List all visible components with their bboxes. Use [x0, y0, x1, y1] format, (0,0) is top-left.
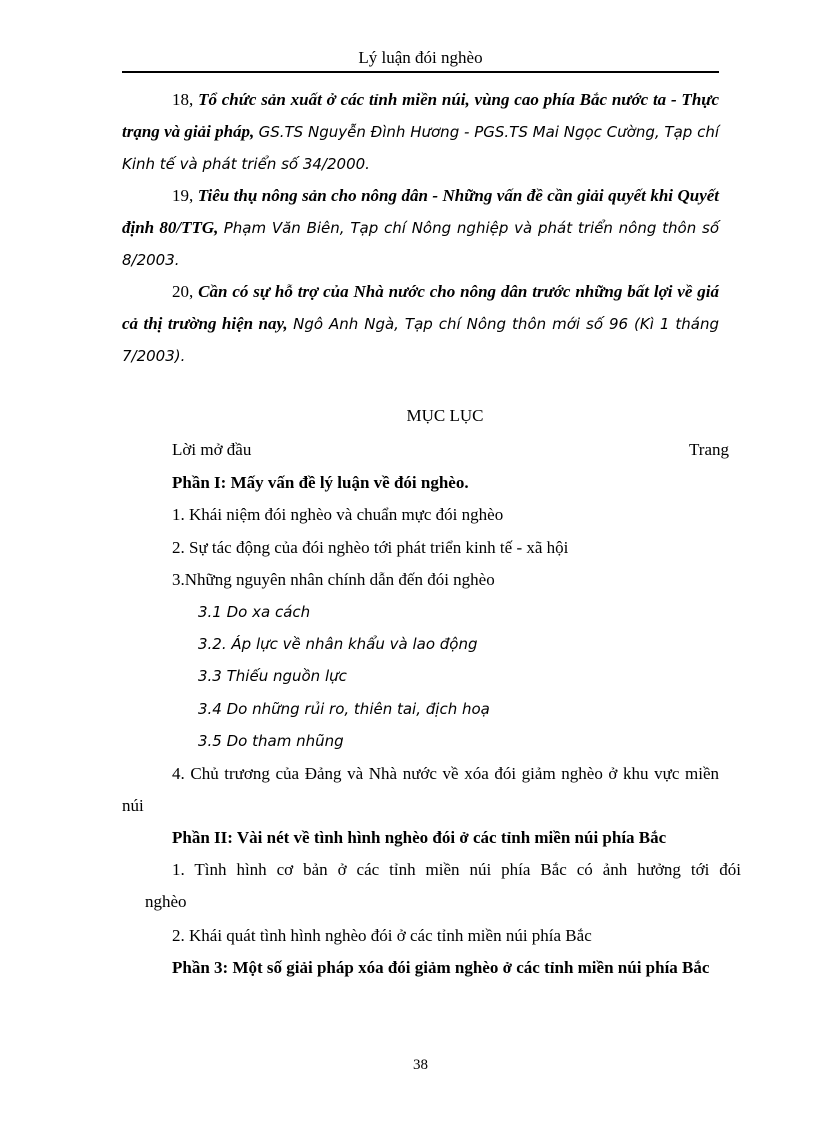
toc-part-2: Phần II: Vài nét về tình hình nghèo đói ở các tỉnh miền núi phía Bắc [172, 828, 667, 847]
toc-page-label: Trang [689, 440, 729, 459]
reference-number: 18, [172, 90, 194, 109]
reference-list [122, 84, 719, 372]
toc-sub-item: 3.1 Do xa cách [198, 603, 311, 621]
toc-item: 2. Khái quát tình hình nghèo đói ở các tỉnh miền núi phía Bắc [172, 926, 592, 945]
toc-item: 2. Sự tác động của đói nghèo tới phát triển kinh tế - xã hội [172, 538, 569, 557]
reference-title: Cần có sự hỗ trợ của Nhà nước cho nông dân trước những bất lợi về giá cả thị trường hiện nay, [122, 282, 720, 333]
toc-sub-item: 3.5 Do tham nhũng [198, 732, 344, 750]
toc-part-1: Phần I: Mấy vấn đề lý luận về đói nghèo. [172, 473, 469, 492]
toc-part-3: Phần 3: Một số giải pháp xóa đói giảm nghèo ở các tỉnh miền núi phía Bắc [172, 958, 710, 977]
toc-intro: Lời mở đầu [172, 440, 252, 459]
page-number: 38 [413, 1057, 428, 1073]
reference-title: Tiêu thụ nông sản cho nông dân - Những vấn đề cần giải quyết khi Quyết định 80/TTG, [122, 186, 720, 237]
reference-title: Tổ chức sản xuất ở các tỉnh miền núi, vùng cao phía Bắc nước ta - Thực trạng và giải pháp, [122, 90, 719, 141]
reference-source: Ngô Anh Ngà, Tạp chí Nông thôn mới số 96 (Kì 1 tháng 7/2003). [122, 315, 719, 365]
toc-item-wrapped [122, 758, 719, 822]
toc-item: 3.Những nguyên nhân chính dẫn đến đói nghèo [172, 570, 495, 589]
toc-item: 1. Khái niệm đói nghèo và chuẩn mực đói nghèo [172, 505, 504, 524]
reference-item [122, 276, 719, 372]
reference-number: 19, [172, 186, 194, 205]
reference-number: 20, [172, 282, 194, 301]
toc-part-3-wrapped [122, 952, 741, 984]
reference-source: Phạm Văn Biên, Tạp chí Nông nghiệp và phát triển nông thôn số 8/2003. [122, 219, 719, 269]
toc-heading: MỤC LỤC [406, 406, 484, 425]
toc-sub-item: 3.3 Thiếu nguồn lực [198, 667, 347, 685]
toc-item-continued: nghèo [145, 892, 187, 911]
toc-sub-item: 3.4 Do những rủi ro, thiên tai, địch hoạ [198, 700, 490, 718]
toc-sub-item: 3.2. Áp lực về nhân khẩu và lao động [198, 635, 478, 653]
reference-item [122, 84, 719, 180]
header-rule [122, 71, 719, 73]
toc-item: 4. Chủ trương của Đảng và Nhà nước về xóa đói giảm nghèo ở khu vực miền núi [122, 764, 719, 815]
running-header: Lý luận đói nghèo [358, 48, 483, 67]
toc-item: 1. Tình hình cơ bản ở các tỉnh miền núi phía Bắc có ảnh hưởng tới đói [172, 860, 741, 879]
reference-source: GS.TS Nguyễn Đình Hương - PGS.TS Mai Ngọc Cường, Tạp chí Kinh tế và phát triển số 34/2000. [122, 123, 720, 173]
reference-item [122, 180, 719, 276]
